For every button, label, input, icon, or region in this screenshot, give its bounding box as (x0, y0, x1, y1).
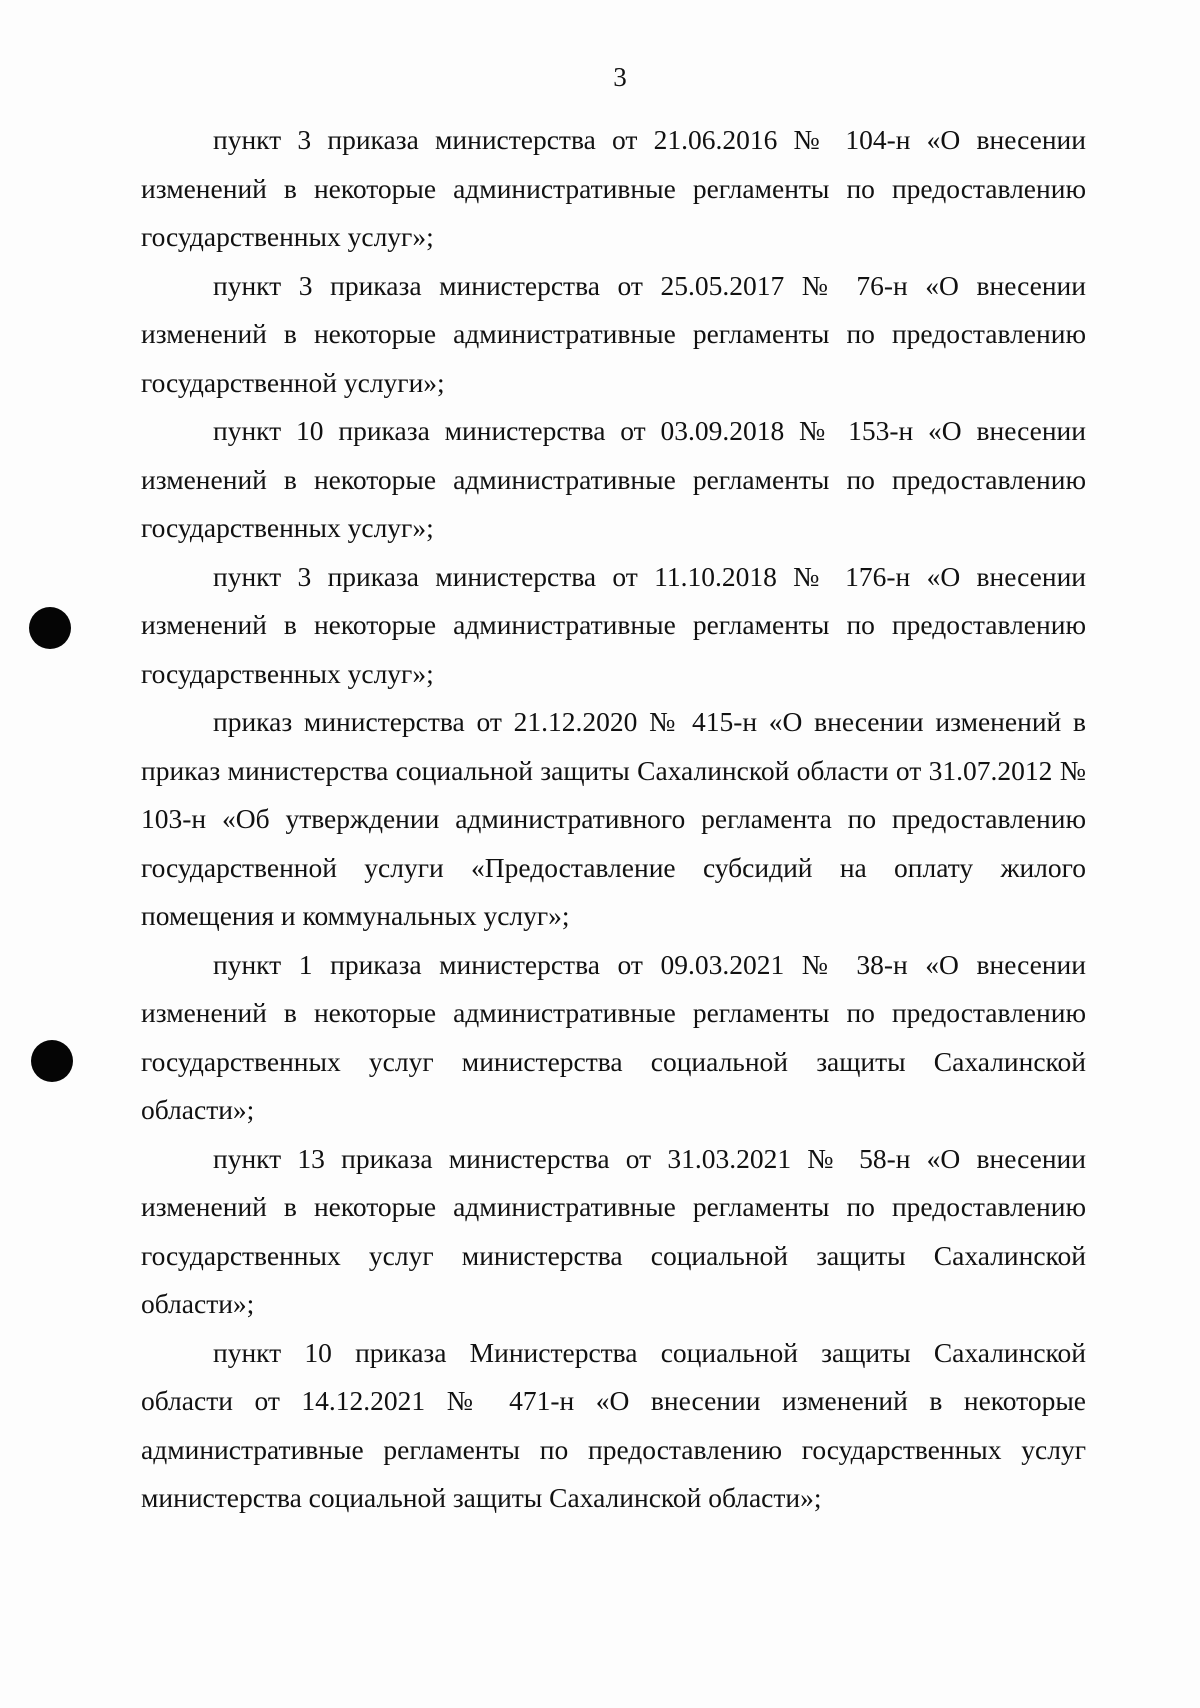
paragraph-8: пункт 10 приказа Министерства социальной защиты Сахалинской области от 14.12.2021 № 471-н «О внесении изменений в некоторые административные регламенты по предоставлению государственных услуг министерства социальной защиты Сахалинской области»; (141, 1336, 1086, 1513)
paragraph-6: пункт 1 приказа министерства от 09.03.2021 № 38-н «О внесении изменений в некоторые административные регламенты по предоставлению государственных услуг министерства социальной защиты Сахалинской области»; (141, 948, 1086, 1125)
paragraph-5: приказ министерства от 21.12.2020 № 415-н «О внесении изменений в приказ министерства социальной защиты Сахалинской области от 31.07.2012 № 103-н «Об утверждении административного регламента по предоставлению государственной услуги «Предоставление субсидий на оплату жилого помещения и коммунальных услуг»; (141, 706, 1086, 931)
paragraph-3: пункт 10 приказа министерства от 03.09.2018 № 153-н «О внесении изменений в некоторые административные регламенты по предоставлению государственных услуг»; (141, 415, 1086, 543)
paragraph-1: пункт 3 приказа министерства от 21.06.2016 № 104-н «О внесении изменений в некоторые административные регламенты по предоставлению государственных услуг»; (141, 124, 1086, 252)
punch-hole-bottom (31, 1040, 73, 1082)
paragraph-4: пункт 3 приказа министерства от 11.10.2018 № 176-н «О внесении изменений в некоторые административные регламенты по предоставлению государственных услуг»; (141, 560, 1086, 689)
paragraph-2: пункт 3 приказа министерства от 25.05.2017 № 76-н «О внесении изменений в некоторые административные регламенты по предоставлению государственной услуги»; (141, 269, 1086, 398)
punch-hole-top (29, 607, 71, 649)
document-body (141, 116, 1086, 1523)
paragraph-7: пункт 13 приказа министерства от 31.03.2021 № 58-н «О внесении изменений в некоторые административные регламенты по предоставлению государственных услуг министерства социальной защиты Сахалинской области»; (141, 1142, 1086, 1319)
page-number: 3 (613, 62, 627, 92)
